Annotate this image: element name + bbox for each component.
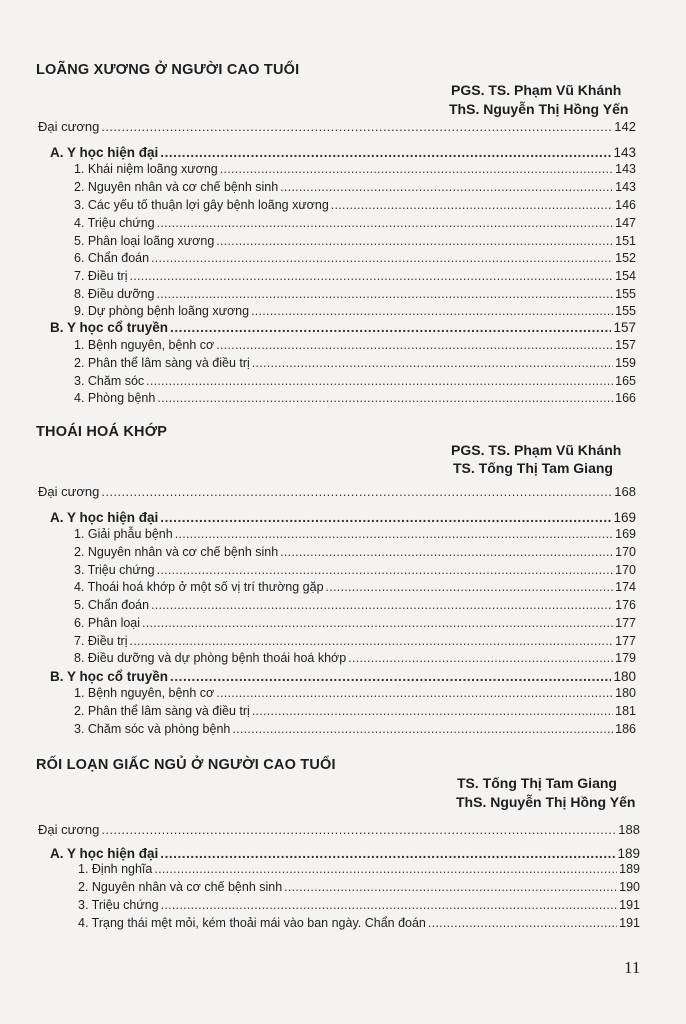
page-ref: 174 — [615, 580, 636, 594]
page-ref: 191 — [619, 916, 640, 930]
page-ref: 155 — [615, 287, 636, 301]
page-ref: 188 — [618, 822, 640, 837]
toc-entry: B. Y học cổ truyền . . . 180 — [50, 669, 636, 687]
toc-entry: 3. Chăm sóc . . . 165 — [74, 374, 636, 392]
toc-entry: A. Y học hiện đại . . . 143 — [50, 145, 636, 163]
toc-entry: 2. Phân thể lâm sàng và điều trị . . . 181 — [74, 704, 636, 722]
page-ref: 152 — [615, 251, 636, 265]
page-ref: 143 — [615, 180, 636, 194]
toc-entry: 8. Điều dưỡng . . . 155 — [74, 287, 636, 305]
toc-entry: 4. Triệu chứng . . . 147 — [74, 216, 636, 234]
section-title: THOÁI HOÁ KHỚP — [36, 424, 168, 440]
page-ref: 180 — [613, 669, 636, 684]
page-ref: 177 — [615, 616, 636, 630]
page-ref: 169 — [613, 510, 636, 525]
toc-entry: 2. Phân thể lâm sàng và điều trị . . . 159 — [74, 356, 636, 374]
page-ref: 142 — [614, 119, 636, 134]
page-ref: 159 — [615, 356, 636, 370]
page-ref: 169 — [615, 527, 636, 541]
page-ref: 179 — [615, 651, 636, 665]
toc-entry: 1. Bệnh nguyên, bệnh cơ . . . 157 — [74, 338, 636, 356]
author-line: PGS. TS. Phạm Vũ Khánh — [451, 82, 622, 98]
toc-entry: 5. Chẩn đoán . . . 176 — [74, 598, 636, 616]
page-ref: 170 — [615, 563, 636, 577]
toc-entry: B. Y học cổ truyền . . . 157 — [50, 320, 636, 338]
toc-entry: 1. Giải phẫu bệnh . . . 169 — [74, 527, 636, 545]
page-ref: 155 — [615, 304, 636, 318]
page-number: 11 — [624, 958, 641, 977]
toc-entry: 5. Phân loại loãng xương . . . 151 — [74, 234, 636, 252]
page-ref: 176 — [615, 598, 636, 612]
toc-entry: 4. Phòng bệnh . . . 166 — [74, 391, 636, 409]
page-ref: 157 — [613, 320, 636, 335]
toc-entry: 3. Chăm sóc và phòng bệnh . . . 186 — [74, 722, 636, 740]
page-ref: 154 — [615, 269, 636, 283]
page-ref: 180 — [615, 686, 636, 700]
toc-entry: 1. Bệnh nguyên, bệnh cơ . . . 180 — [74, 686, 636, 704]
page-ref: 177 — [615, 634, 636, 648]
page-ref: 186 — [615, 722, 636, 736]
toc-entry: A. Y học hiện đại . . . 189 — [50, 846, 640, 864]
toc-entry: 9. Dự phòng bệnh loãng xương . . . 155 — [74, 304, 636, 322]
section-title: RỐI LOẠN GIẤC NGỦ Ở NGƯỜI CAO TUỔI — [36, 757, 336, 773]
page-ref: 143 — [615, 162, 636, 176]
toc-entry: 7. Điều trị . . . 154 — [74, 269, 636, 287]
author-line: PGS. TS. Phạm Vũ Khánh — [451, 442, 622, 458]
toc-entry: Đại cương . . . 188 — [38, 822, 640, 840]
page-ref: 189 — [619, 862, 640, 876]
author-line: ThS. Nguyễn Thị Hồng Yến — [456, 794, 636, 810]
page-ref: 189 — [617, 846, 640, 861]
toc-entry: 7. Điều trị . . . 177 — [74, 634, 636, 652]
toc-entry: Đại cương . . . 142 — [38, 119, 636, 137]
author-line: TS. Tống Thị Tam Giang — [453, 460, 613, 476]
toc-entry: 3. Triệu chứng . . . 191 — [78, 898, 640, 916]
toc-entry: A. Y học hiện đại . . . 169 — [50, 510, 636, 528]
toc-entry: 6. Chẩn đoán . . . 152 — [74, 251, 636, 269]
page-ref: 170 — [615, 545, 636, 559]
author-line: ThS. Nguyễn Thị Hồng Yến — [449, 101, 629, 117]
page-ref: 181 — [615, 704, 636, 718]
toc-entry: 1. Khái niệm loãng xương . . . 143 — [74, 162, 636, 180]
toc-entry: 4. Thoái hoá khớp ở một số vị trí thường gặp . . . 174 — [74, 580, 636, 598]
toc-entry: Đại cương . . . 168 — [38, 484, 636, 502]
author-line: TS. Tống Thị Tam Giang — [457, 775, 617, 791]
toc-entry: 2. Nguyên nhân và cơ chế bệnh sinh . . . 170 — [74, 545, 636, 563]
toc-entry: 3. Các yếu tố thuận lợi gây bệnh loãng xương . . . 146 — [74, 198, 636, 216]
page-ref: 168 — [614, 484, 636, 499]
toc-entry: 3. Triệu chứng . . . 170 — [74, 563, 636, 581]
section-title: LOÃNG XƯƠNG Ở NGƯỜI CAO TUỔI — [36, 62, 300, 78]
page-ref: 166 — [615, 391, 636, 405]
toc-entry: 1. Định nghĩa . . . 189 — [78, 862, 640, 880]
page-ref: 157 — [615, 338, 636, 352]
page-ref: 151 — [615, 234, 636, 248]
toc-entry: 6. Phân loại . . . 177 — [74, 616, 636, 634]
page-ref: 165 — [615, 374, 636, 388]
page-ref: 143 — [613, 145, 636, 160]
toc-entry: 2. Nguyên nhân và cơ chế bệnh sinh . . . 143 — [74, 180, 636, 198]
toc-entry: 2. Nguyên nhân và cơ chế bệnh sinh . . . 190 — [78, 880, 640, 898]
toc-entry: 4. Trạng thái mệt mỏi, kém thoải mái vào ban ngày. Chẩn đoán . . . 191 — [78, 916, 640, 934]
page-ref: 190 — [619, 880, 640, 894]
page-ref: 146 — [615, 198, 636, 212]
page-ref: 191 — [619, 898, 640, 912]
toc-entry: 8. Điều dưỡng và dự phòng bệnh thoái hoá khớp . . . 179 — [74, 651, 636, 669]
page-ref: 147 — [615, 216, 636, 230]
